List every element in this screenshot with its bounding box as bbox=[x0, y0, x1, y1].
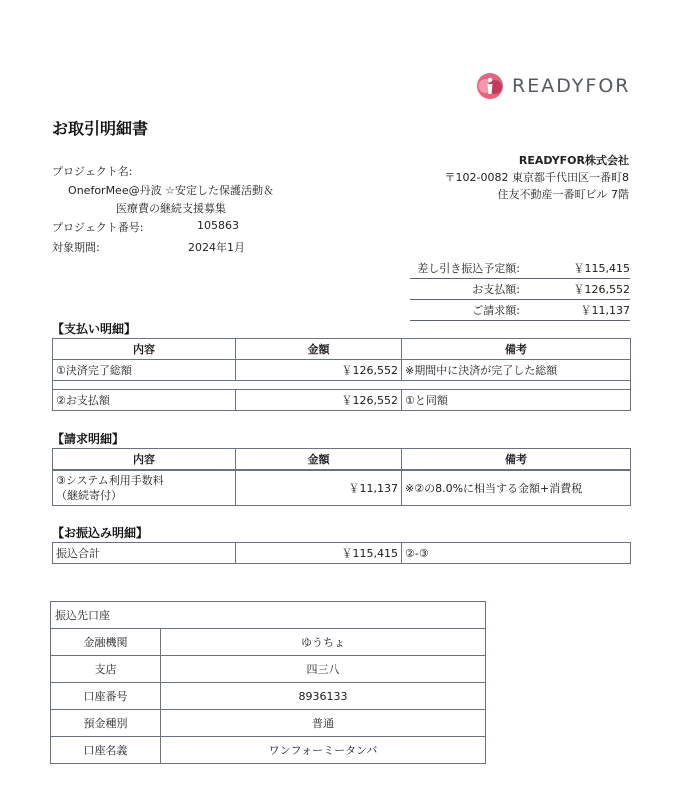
item-cell bbox=[53, 470, 236, 506]
summary-amount: ￥11,137 bbox=[580, 304, 630, 317]
project-name-line1: OneforMee@丹波 ☆安定した保護活動＆ bbox=[68, 184, 274, 197]
company-address-2: 住友不動産一番町ビル 7階 bbox=[497, 188, 629, 201]
bank-row bbox=[51, 683, 486, 710]
spacer-cell bbox=[53, 381, 631, 390]
payment-section-title: 【支払い明細】 bbox=[52, 322, 137, 336]
summary-row bbox=[410, 279, 630, 300]
bank-header: 振込先口座 bbox=[51, 602, 486, 629]
readyfor-logo bbox=[476, 72, 631, 100]
column-header: 備考 bbox=[402, 449, 631, 471]
project-name-label: プロジェクト名: bbox=[52, 165, 133, 178]
summary-amount: ￥126,552 bbox=[573, 283, 630, 296]
summary-row bbox=[410, 258, 630, 279]
column-header: 内容 bbox=[53, 449, 236, 471]
transfer-section-title: 【お振込み明細】 bbox=[52, 526, 149, 540]
table-header-row bbox=[53, 339, 631, 360]
billing-section-title: 【請求明細】 bbox=[52, 432, 125, 446]
summary-label: 差し引き振込予定額: bbox=[417, 262, 520, 275]
amount-cell: ￥11,137 bbox=[236, 470, 402, 506]
transfer-table bbox=[52, 542, 631, 564]
table-row bbox=[53, 360, 631, 381]
bank-row bbox=[51, 737, 486, 764]
bank-label: 支店 bbox=[51, 656, 161, 683]
bank-value: ワンフォーミータンバ bbox=[161, 737, 486, 764]
bank-row bbox=[51, 629, 486, 656]
item-cell: 振込合計 bbox=[53, 543, 236, 564]
column-header: 内容 bbox=[53, 339, 236, 360]
column-header: 備考 bbox=[402, 339, 631, 360]
note-cell: ※期間中に決済が完了した総額 bbox=[402, 360, 631, 381]
billing-table bbox=[52, 448, 631, 506]
table-header-row bbox=[53, 449, 631, 471]
payment-table bbox=[52, 338, 631, 411]
bank-label: 金融機関 bbox=[51, 629, 161, 656]
amount-cell: ￥115,415 bbox=[236, 543, 402, 564]
bank-label: 口座名義 bbox=[51, 737, 161, 764]
bank-row bbox=[51, 710, 486, 737]
bank-label: 預金種別 bbox=[51, 710, 161, 737]
summary-box bbox=[410, 258, 630, 321]
spacer-row bbox=[53, 381, 631, 390]
bank-account-table bbox=[50, 601, 486, 764]
logo-text: READYFOR bbox=[512, 75, 631, 97]
bank-label: 口座番号 bbox=[51, 683, 161, 710]
summary-amount: ￥115,415 bbox=[573, 262, 630, 275]
bank-header-row bbox=[51, 602, 486, 629]
document-title: お取引明細書 bbox=[52, 119, 149, 138]
note-cell: ※②の8.0%に相当する金額+消費税 bbox=[402, 470, 631, 506]
bank-value: ゆうちょ bbox=[161, 629, 486, 656]
item-cell: ②お支払額 bbox=[53, 390, 236, 411]
company-name: READYFOR株式会社 bbox=[518, 154, 629, 167]
table-row bbox=[53, 470, 631, 506]
bank-value: 普通 bbox=[161, 710, 486, 737]
amount-cell: ￥126,552 bbox=[236, 390, 402, 411]
column-header: 金額 bbox=[236, 339, 402, 360]
item-cell: ①決済完了総額 bbox=[53, 360, 236, 381]
item-line: （継続寄付） bbox=[56, 489, 122, 502]
table-row bbox=[53, 390, 631, 411]
readyfor-logo-icon bbox=[476, 72, 504, 100]
column-header: 金額 bbox=[236, 449, 402, 471]
period-label: 対象期間: bbox=[52, 241, 100, 254]
bank-row bbox=[51, 656, 486, 683]
period-value: 2024年1月 bbox=[188, 241, 245, 254]
note-cell: ①と同額 bbox=[402, 390, 631, 411]
bank-value: 四三八 bbox=[161, 656, 486, 683]
table-row bbox=[53, 543, 631, 564]
company-address-1: 〒102-0082 東京都千代田区一番町8 bbox=[444, 171, 629, 184]
project-number-label: プロジェクト番号: bbox=[52, 221, 144, 234]
summary-label: ご請求額: bbox=[472, 304, 520, 317]
note-cell: ②-③ bbox=[402, 543, 631, 564]
summary-label: お支払額: bbox=[472, 283, 520, 296]
item-line: ③システム利用手数料 bbox=[56, 474, 164, 487]
bank-value: 8936133 bbox=[161, 683, 486, 710]
amount-cell: ￥126,552 bbox=[236, 360, 402, 381]
project-number-value: 105863 bbox=[197, 219, 239, 232]
summary-row bbox=[410, 300, 630, 321]
project-name-line2: 医療費の継続支援募集 bbox=[116, 202, 226, 215]
